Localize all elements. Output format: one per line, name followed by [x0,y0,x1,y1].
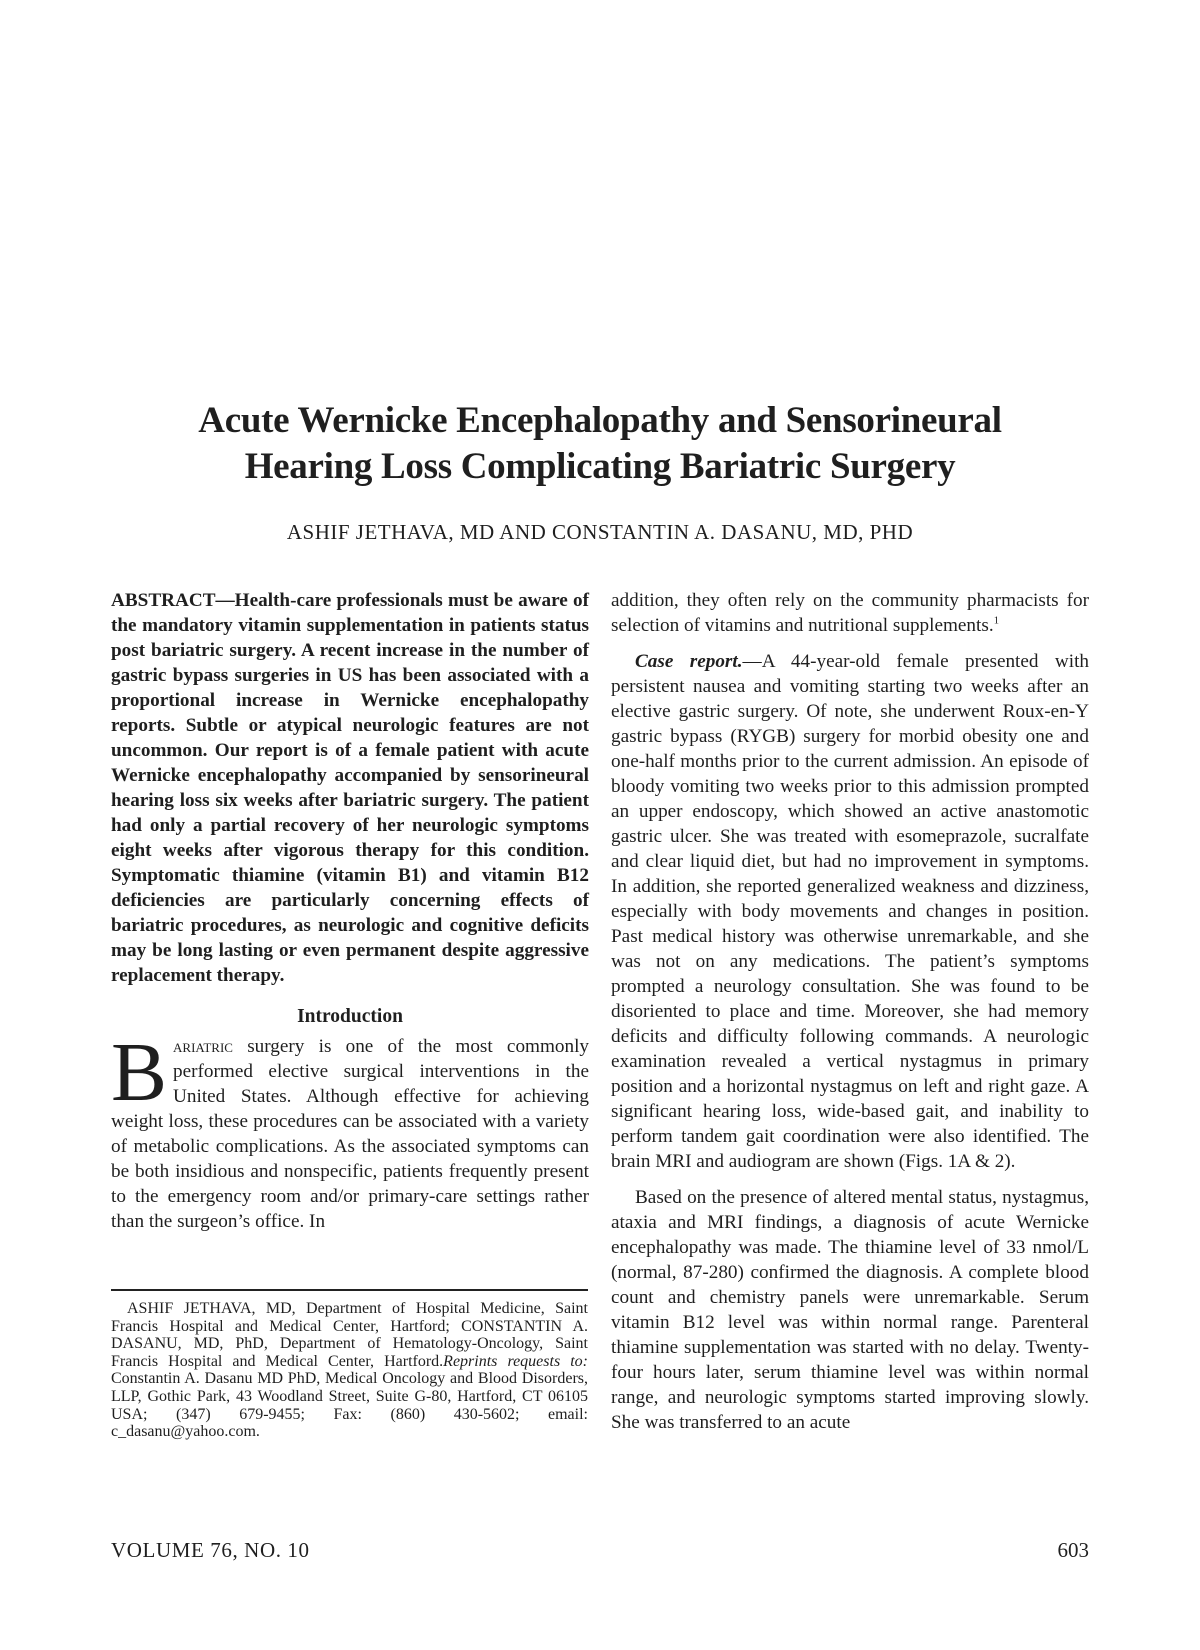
author-affiliation-footnote [111,1300,588,1441]
case-report-paragraph [611,649,1089,1174]
abstract: ABSTRACT—Health-care professionals must be aware of the mandatory vitamin supplementation in patients status post bariatric surgery. A recent increase in the number of gastric bypass surgeries in US has been associated with a proportional increase in Wernicke encephalopathy reports. Subtle or atypical neurologic features are not uncommon. Our report is of a female patient with acute Wernicke encephalopathy accompanied by sensorineural hearing loss six weeks after bariatric surgery. The patient had only a partial recovery of her neurologic symptoms eight weeks after vigorous therapy for this condition. Symptomatic thiamine (vitamin B1) and vitamin B12 deficiencies are particularly concerning effects of bariatric procedures, as neurologic and cognitive deficits may be long lasting or even permanent despite aggressive replacement therapy. [111,590,589,986]
continuation-text: addition, they often rely on the community pharmacists for selection of vitamins and nutritional supplements. [611,590,1089,636]
article-title-line-1: Acute Wernicke Encephalopathy and Sensorineural [198,400,1002,441]
article-title-line-2: Hearing Loss Complicating Bariatric Surgery [244,446,956,487]
affiliation-text: ASHIF JETHAVA, MD, Department of Hospital Medicine, Saint Francis Hospital and Medical Center, Hartford; CONSTANTIN A. DASANU, MD, PhD, Department of Hematology-Oncology, Saint Francis Hospital and Medical Center, Hartford. [111,1300,588,1370]
author-line: ASHIF JETHAVA, MD AND CONSTANTIN A. DASANU, MD, PHD [286,520,914,544]
right-column [611,588,1089,1435]
article-title [110,398,1090,490]
case-report-body: —A 44-year-old female presented with persistent nausea and vomiting starting two weeks after an elective gastric surgery. Of note, she underwent Roux-en-Y gastric bypass (RYGB) surgery for morbid obesity one and one-half months prior to the current admission. An episode of bloody vomiting two weeks prior to this admission prompted an upper endoscopy, which showed an active anastomotic gastric ulcer. She was treated with esomeprazole, sucralfate and clear liquid diet, but had no improvement in symptoms. In addition, she reported generalized weakness and dizziness, especially with body movements and changes in position. Past medical history was otherwise unremarkable, and she was not on any medications. The patient’s symptoms prompted a neurology consultation. She was found to be disoriented to place and time. Moreover, she had memory deficits and difficulty following commands. A neurologic examination revealed a vertical nystagmus in primary position and a horizontal nystagmus on left and right gaze. A significant hearing loss, wide-based gait, and inability to perform tandem gait coordination were also identified. The brain MRI and audiogram are shown (Figs. 1A & 2). [611,651,1089,1172]
case-report-label: Case report. [635,651,743,672]
left-column [111,588,589,1234]
diagnosis-paragraph: Based on the presence of altered mental status, nystagmus, ataxia and MRI findings, a diagnosis of acute Wernicke encephalopathy was made. The thiamine level of 33 nmol/L (normal, 87-280) confirmed the diagnosis. A complete blood count and chemistry panels were unremarkable. Serum vitamin B12 level was within normal range. Parenteral thiamine supplementation was started with no delay. Twenty-four hours later, serum thiamine level was within normal range, and neurologic symptoms started improving slowly. She was transferred to an acute [611,1187,1089,1433]
reprints-text: Constantin A. Dasanu MD PhD, Medical Oncology and Blood Disorders, LLP, Gothic Park, 43 Woodland Street, Suite G-80, Hartford, CT 06105 USA; (347) 679-9455; Fax: (860) 430-5602; email: c_dasanu@yahoo.com. [111,1370,588,1441]
drop-cap: B [111,1026,168,1119]
reprints-label: Reprints requests to: [443,1352,588,1370]
introduction-body: surgery is one of the most commonly performed elective surgical interventions in the United States. Although effective for achieving weight loss, these procedures can be associated with a variety of metabolic complications. As the associated symptoms can be both insidious and nonspecific, patients frequently present to the emergency room and/or primary-care settings rather than the surgeon’s office. In [111,1036,589,1232]
introduction-heading: Introduction [297,1006,403,1027]
introduction-smallcaps: ariatric [173,1036,233,1057]
introduction-paragraph [111,1026,589,1234]
volume-footer: VOLUME 76, NO. 10 [111,1538,310,1562]
reference-marker: 1 [993,614,1000,627]
footnote-divider [111,1289,588,1291]
page-number: 603 [1057,1538,1089,1562]
continuation-paragraph [611,588,1089,638]
